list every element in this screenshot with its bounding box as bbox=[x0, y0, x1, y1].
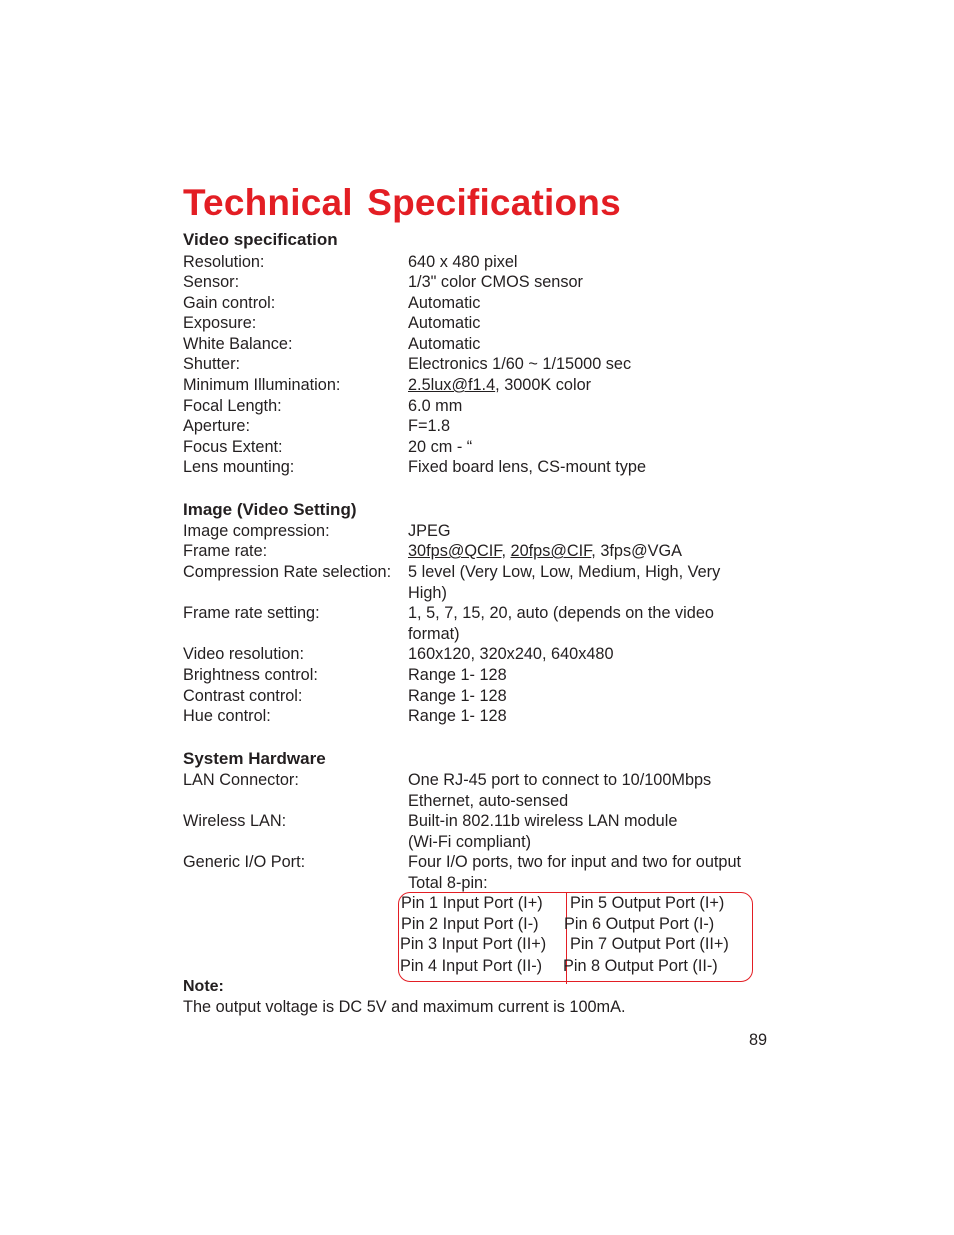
pin-left-4: Pin 4 Input Port (II-) bbox=[400, 957, 543, 975]
frame-rate-link-cif[interactable]: 20fps@CIF bbox=[510, 542, 592, 560]
spec-value: Automatic bbox=[408, 294, 481, 312]
spec-label: Exposure: bbox=[183, 314, 257, 332]
spec-label: Hue control: bbox=[183, 707, 271, 725]
spec-value: Range 1- 128 bbox=[408, 687, 507, 705]
spec-label: Frame rate setting: bbox=[183, 604, 320, 622]
spec-value: One RJ-45 port to connect to 10/100Mbps Ethernet, auto-sensed bbox=[408, 771, 712, 810]
illumination-link[interactable]: 2.5lux@f1.4 bbox=[408, 376, 496, 394]
total-pin-text: Total 8-pin: bbox=[408, 874, 488, 892]
spec-value: 1, 5, 7, 15, 20, auto (depends on the video format) bbox=[408, 604, 714, 643]
spec-label: Video resolution: bbox=[183, 645, 304, 663]
spec-value: Electronics 1/60 ~ 1/15000 sec bbox=[408, 355, 632, 373]
spec-label: Contrast control: bbox=[183, 687, 303, 705]
spec-label: Resolution: bbox=[183, 253, 265, 271]
pin-left-1: Pin 1 Input Port (I+) bbox=[401, 894, 543, 912]
page-number: 89 bbox=[749, 1031, 768, 1049]
spec-label: Frame rate: bbox=[183, 542, 268, 560]
pin-left-3: Pin 3 Input Port (II+) bbox=[400, 935, 547, 953]
spec-value: 5 level (Very Low, Low, Medium, High, Very High) bbox=[408, 563, 721, 602]
spec-value: Automatic bbox=[408, 335, 481, 353]
spec-label: Lens mounting: bbox=[183, 458, 295, 476]
pin-right-7: Pin 7 Output Port (II+) bbox=[570, 935, 729, 953]
spec-label: Generic I/O Port: bbox=[183, 853, 306, 871]
spec-value bbox=[408, 541, 768, 562]
spec-value: Range 1- 128 bbox=[408, 666, 507, 684]
spec-label: Sensor: bbox=[183, 273, 240, 291]
frame-rate-link-qcif[interactable]: 30fps@QCIF bbox=[408, 542, 502, 560]
illumination-rest: , 3000K color bbox=[495, 376, 592, 394]
section-heading-video: Video specification bbox=[183, 230, 338, 249]
spec-label: LAN Connector: bbox=[183, 771, 299, 789]
spec-label: Brightness control: bbox=[183, 666, 318, 684]
spec-label: Minimum Illumination: bbox=[183, 376, 341, 394]
spec-label: Wireless LAN: bbox=[183, 812, 287, 830]
pin-left-2: Pin 2 Input Port (I-) bbox=[401, 915, 539, 933]
spec-value: F=1.8 bbox=[408, 417, 451, 435]
spec-label: White Balance: bbox=[183, 335, 293, 353]
spec-value: 20 cm - “ bbox=[408, 438, 473, 456]
spec-label: Shutter: bbox=[183, 355, 241, 373]
spec-value: Built-in 802.11b wireless LAN module (Wi-Fi compliant) bbox=[408, 812, 678, 851]
spec-label: Gain control: bbox=[183, 294, 276, 312]
spec-value: Automatic bbox=[408, 314, 481, 332]
frame-rate-separator: , bbox=[501, 542, 511, 560]
spec-label: Focus Extent: bbox=[183, 438, 283, 456]
spec-label: Compression Rate selection: bbox=[183, 563, 392, 581]
spec-value: 1/3" color CMOS sensor bbox=[408, 273, 583, 291]
spec-label: Aperture: bbox=[183, 417, 250, 435]
pin-right-5: Pin 5 Output Port (I+) bbox=[570, 894, 725, 912]
section-heading-image: Image (Video Setting) bbox=[183, 500, 357, 519]
note-text: The output voltage is DC 5V and maximum current is 100mA. bbox=[183, 998, 626, 1016]
spec-label: Focal Length: bbox=[183, 397, 282, 415]
page-title: Technical Specifications bbox=[183, 182, 621, 223]
spec-value: Four I/O ports, two for input and two for output bbox=[408, 853, 742, 871]
spec-value: Range 1- 128 bbox=[408, 707, 507, 725]
pin-right-8: Pin 8 Output Port (II-) bbox=[563, 957, 718, 975]
spec-label: Image compression: bbox=[183, 522, 330, 540]
spec-value: 640 x 480 pixel bbox=[408, 253, 518, 271]
pin-right-6: Pin 6 Output Port (I-) bbox=[564, 915, 715, 933]
frame-rate-rest: , 3fps@VGA bbox=[591, 542, 683, 560]
spec-value: 6.0 mm bbox=[408, 397, 463, 415]
spec-value: 160x120, 320x240, 640x480 bbox=[408, 645, 614, 663]
spec-value: Fixed board lens, CS-mount type bbox=[408, 458, 647, 476]
spec-value: JPEG bbox=[408, 522, 451, 540]
note-heading: Note: bbox=[183, 978, 224, 995]
section-heading-hardware: System Hardware bbox=[183, 749, 326, 768]
spec-value bbox=[408, 375, 768, 396]
